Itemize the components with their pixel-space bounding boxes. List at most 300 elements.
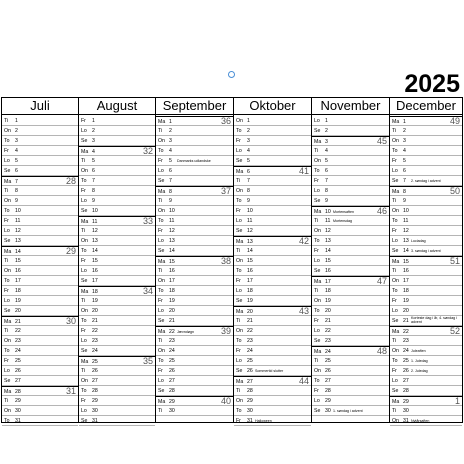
weekday-label: Ma [314, 349, 322, 355]
day-number: 28 [247, 388, 253, 394]
day-number: 5 [15, 158, 18, 164]
day-row [2, 216, 78, 226]
day-number: 2 [403, 128, 406, 134]
day-row [234, 116, 311, 126]
day-row [312, 246, 389, 256]
day-number: 20 [169, 308, 175, 314]
day-number: 31 [92, 418, 98, 424]
weekday-label: On [236, 328, 243, 334]
day-number: 2 [325, 128, 328, 134]
weekday-label: Lo [236, 358, 242, 364]
day-number: 26 [15, 368, 21, 374]
day-number: 9 [92, 198, 95, 204]
day-row [312, 346, 389, 356]
day-number: 23 [15, 338, 21, 344]
day-number: 2 [247, 128, 250, 134]
day-number: 24 [92, 348, 98, 354]
day-number: 12 [15, 228, 21, 234]
day-row [156, 326, 233, 336]
day-row [2, 136, 78, 146]
day-row [79, 296, 155, 306]
weekday-label: On [81, 308, 88, 314]
day-row [390, 196, 462, 206]
weekday-label: Se [4, 238, 11, 244]
weekday-label: Lo [4, 368, 10, 374]
weekday-label: To [81, 388, 87, 394]
day-number: 16 [325, 268, 331, 274]
weekday-label: Se [236, 298, 243, 304]
day-row [234, 206, 311, 216]
weekday-label: Fr [158, 298, 163, 304]
day-number: 27 [247, 379, 253, 385]
week-number: 52 [449, 326, 460, 336]
day-number: 15 [169, 259, 175, 265]
weekday-label: Ti [314, 358, 319, 364]
holiday-note: Luciadag [411, 239, 426, 243]
weekday-label: Se [81, 418, 88, 424]
weekday-label: Ma [392, 259, 400, 265]
day-row [390, 386, 462, 396]
weekday-label: Lo [158, 238, 164, 244]
weekday-label: Lo [81, 268, 87, 274]
day-number: 4 [325, 148, 328, 154]
calendar-year: 2025 [404, 70, 460, 98]
day-row [312, 176, 389, 186]
weekday-label: To [4, 138, 10, 144]
holiday-note: Halloween [255, 419, 272, 423]
day-number: 9 [247, 198, 250, 204]
day-row [312, 326, 389, 336]
weekday-label: Se [392, 318, 399, 324]
weekday-label: Lo [81, 408, 87, 414]
week-number: 40 [220, 396, 231, 406]
day-row [2, 126, 78, 136]
day-number: 19 [15, 298, 21, 304]
weekday-label: To [4, 208, 10, 214]
weekday-label: Se [392, 178, 399, 184]
day-number: 28 [15, 389, 21, 395]
day-number: 20 [92, 308, 98, 314]
day-number: 3 [247, 138, 250, 144]
holiday-note: Juleaften [411, 349, 426, 353]
day-number: 11 [403, 218, 409, 224]
weekday-label: On [158, 278, 165, 284]
weekday-label: Fr [4, 358, 9, 364]
day-number: 25 [325, 358, 331, 364]
day-row [79, 336, 155, 346]
weekday-label: Ma [158, 189, 166, 195]
day-row [234, 316, 311, 326]
day-number: 18 [247, 288, 253, 294]
day-number: 5 [325, 158, 328, 164]
weekday-label: Ma [314, 279, 322, 285]
day-row [2, 416, 78, 426]
day-number: 17 [15, 278, 21, 284]
day-number: 11 [169, 218, 175, 224]
day-row [156, 296, 233, 306]
week-number: 30 [65, 316, 76, 326]
day-number: 1 [247, 118, 250, 124]
day-number: 18 [325, 288, 331, 294]
day-row [2, 116, 78, 126]
weekday-label: To [81, 178, 87, 184]
weekday-label: On [314, 368, 321, 374]
weekday-label: Ma [236, 379, 244, 385]
weekday-label: To [236, 408, 242, 414]
day-number: 20 [15, 308, 21, 314]
day-number: 12 [403, 228, 409, 234]
day-row [234, 246, 311, 256]
day-row [234, 326, 311, 336]
weekday-label: Lo [314, 188, 320, 194]
weekday-label: Lo [314, 328, 320, 334]
day-number: 19 [247, 298, 253, 304]
day-number: 24 [325, 349, 331, 355]
weekday-label: Ma [4, 389, 12, 395]
weekday-label: On [4, 408, 11, 414]
holiday-note: 2. søndag i advent [411, 179, 441, 183]
day-row [390, 156, 462, 166]
week-number: 34 [142, 286, 153, 296]
day-row [390, 376, 462, 386]
holiday-note: 1. Juledag [411, 359, 428, 363]
day-row [2, 356, 78, 366]
day-number: 18 [169, 288, 175, 294]
day-number: 22 [92, 328, 98, 334]
day-number: 23 [325, 338, 331, 344]
hanging-hole-icon [228, 71, 235, 78]
day-number: 15 [247, 258, 253, 264]
weekday-label: Fr [4, 148, 9, 154]
weekday-label: To [314, 308, 320, 314]
day-row [79, 176, 155, 186]
weekday-label: Ti [81, 228, 86, 234]
day-row [234, 186, 311, 196]
day-row [234, 356, 311, 366]
week-number: 43 [298, 306, 309, 316]
weekday-label: Ma [4, 179, 12, 185]
holiday-note: Mortensdag [333, 219, 352, 223]
weekday-label: Ma [314, 209, 322, 215]
day-row [390, 306, 462, 316]
weekday-label: Se [314, 268, 321, 274]
day-number: 23 [92, 338, 98, 344]
weekday-label: Se [4, 308, 11, 314]
weekday-label: Fr [392, 228, 397, 234]
week-number: 45 [376, 136, 387, 146]
day-number: 14 [169, 248, 175, 254]
day-row [79, 396, 155, 406]
day-number: 7 [169, 178, 172, 184]
week-number: 28 [65, 176, 76, 186]
weekday-label: On [158, 348, 165, 354]
day-number: 7 [325, 178, 328, 184]
day-row [79, 416, 155, 426]
weekday-label: Ma [158, 119, 166, 125]
weekday-label: Ma [81, 289, 89, 295]
holiday-note: Nytårsaften [411, 419, 430, 423]
day-number: 15 [403, 259, 409, 265]
weekday-label: Ti [236, 388, 241, 394]
weekday-label: Fr [81, 328, 86, 334]
weekday-label: Ti [4, 258, 9, 264]
day-row [312, 136, 389, 146]
weekday-label: On [314, 228, 321, 234]
day-number: 24 [247, 348, 253, 354]
week-number: 36 [220, 116, 231, 126]
day-number: 28 [169, 388, 175, 394]
weekday-label: Se [314, 338, 321, 344]
month-title: September [156, 98, 233, 115]
weekday-label: Ma [158, 259, 166, 265]
weekday-label: On [392, 208, 399, 214]
day-row [312, 366, 389, 376]
day-number: 11 [15, 218, 21, 224]
day-number: 1 [169, 119, 172, 125]
day-number: 10 [169, 208, 175, 214]
day-row [79, 226, 155, 236]
weekday-label: To [236, 268, 242, 274]
day-row [390, 126, 462, 136]
day-number: 17 [325, 279, 331, 285]
day-row [312, 386, 389, 396]
day-row [234, 176, 311, 186]
weekday-label: Se [236, 368, 243, 374]
day-row [234, 416, 311, 426]
day-row [234, 166, 311, 176]
day-number: 26 [325, 368, 331, 374]
day-row [79, 166, 155, 176]
weekday-label: Se [81, 208, 88, 214]
weekday-label: Se [158, 248, 165, 254]
day-row [390, 396, 462, 406]
day-row [156, 186, 233, 196]
day-number: 11 [92, 219, 98, 225]
day-number: 20 [403, 308, 409, 314]
day-row [312, 256, 389, 266]
day-row [156, 206, 233, 216]
week-number: 48 [376, 346, 387, 356]
day-number: 13 [325, 238, 331, 244]
day-number: 12 [169, 228, 175, 234]
weekday-label: To [158, 148, 164, 154]
day-number: 29 [92, 398, 98, 404]
month-column-august [79, 98, 156, 422]
day-row [156, 376, 233, 386]
weekday-label: Ti [81, 298, 86, 304]
weekday-label: On [236, 398, 243, 404]
day-row [390, 346, 462, 356]
day-number: 3 [403, 138, 406, 144]
day-row [2, 396, 78, 406]
weekday-label: Ti [314, 288, 319, 294]
weekday-label: Fr [314, 248, 319, 254]
week-number: 44 [298, 376, 309, 386]
day-number: 26 [169, 368, 175, 374]
weekday-label: On [4, 128, 11, 134]
day-row [156, 166, 233, 176]
weekday-label: Ti [158, 128, 163, 134]
weekday-label: Fr [158, 158, 163, 164]
day-row [234, 146, 311, 156]
weekday-label: Ti [81, 158, 86, 164]
day-row [2, 186, 78, 196]
day-number: 3 [15, 138, 18, 144]
weekday-label: To [4, 348, 10, 354]
weekday-label: Fr [392, 158, 397, 164]
day-row [234, 396, 311, 406]
weekday-label: Ma [392, 119, 400, 125]
day-row [79, 286, 155, 296]
day-row [390, 136, 462, 146]
weekday-label: To [236, 198, 242, 204]
day-row [2, 296, 78, 306]
weekday-label: On [392, 418, 399, 424]
day-row [234, 236, 311, 246]
weekday-label: Ti [392, 128, 397, 134]
day-number: 6 [169, 168, 172, 174]
day-number: 10 [15, 208, 21, 214]
day-row [234, 276, 311, 286]
weekday-label: To [4, 418, 10, 424]
day-number: 8 [325, 188, 328, 194]
day-row [156, 256, 233, 266]
holiday-note: Jævndøgn [177, 330, 194, 334]
day-row [234, 136, 311, 146]
day-number: 7 [92, 178, 95, 184]
weekday-label: Lo [4, 158, 10, 164]
weekday-label: Se [392, 388, 399, 394]
day-number: 25 [247, 358, 253, 364]
day-number: 12 [247, 228, 253, 234]
day-number: 23 [169, 338, 175, 344]
weekday-label: Fr [392, 368, 397, 374]
day-row [390, 206, 462, 216]
weekday-label: Se [4, 168, 11, 174]
weekday-label: Ti [81, 368, 86, 374]
day-row [156, 286, 233, 296]
weekday-label: Se [81, 278, 88, 284]
day-number: 11 [325, 218, 331, 224]
day-row [390, 356, 462, 366]
holiday-note: 1. søndag i advent [333, 409, 363, 413]
day-number: 18 [92, 289, 98, 295]
weekday-label: On [81, 238, 88, 244]
weekday-label: Ti [236, 248, 241, 254]
weekday-label: Lo [236, 288, 242, 294]
weekday-label: Ma [236, 309, 244, 315]
day-row [390, 336, 462, 346]
month-column-november [312, 98, 390, 422]
weekday-label: Ma [314, 139, 322, 145]
day-number: 23 [403, 338, 409, 344]
weekday-label: To [158, 218, 164, 224]
day-number: 4 [247, 148, 250, 154]
day-number: 19 [325, 298, 331, 304]
weekday-label: Ti [4, 188, 9, 194]
day-number: 23 [247, 338, 253, 344]
weekday-label: Se [81, 348, 88, 354]
month-title: August [79, 98, 155, 115]
week-number: 50 [449, 186, 460, 196]
day-number: 31 [15, 418, 21, 424]
weekday-label: Lo [236, 148, 242, 154]
day-row [79, 376, 155, 386]
weekday-label: On [236, 118, 243, 124]
day-row [234, 306, 311, 316]
day-row [312, 296, 389, 306]
weekday-label: Ti [392, 268, 397, 274]
day-number: 30 [15, 408, 21, 414]
day-number: 29 [403, 399, 409, 405]
weekday-label: To [392, 218, 398, 224]
weekday-label: Ma [81, 149, 89, 155]
day-number: 7 [15, 179, 18, 185]
weekday-label: On [314, 298, 321, 304]
month-title: November [312, 98, 389, 115]
weekday-label: Ma [4, 249, 12, 255]
day-row [156, 136, 233, 146]
week-number: 41 [298, 166, 309, 176]
weekday-label: Lo [314, 398, 320, 404]
day-number: 30 [325, 408, 331, 414]
day-number: 13 [15, 238, 21, 244]
day-row [312, 316, 389, 326]
week-number: 35 [142, 356, 153, 366]
day-row [79, 406, 155, 416]
weekday-label: Fr [158, 228, 163, 234]
weekday-label: Ma [392, 329, 400, 335]
weekday-label: Ti [4, 328, 9, 334]
day-number: 3 [169, 138, 172, 144]
weekday-label: Ma [81, 359, 89, 365]
day-number: 13 [247, 239, 253, 245]
weekday-label: To [158, 288, 164, 294]
weekday-label: Fr [392, 298, 397, 304]
weekday-label: Se [314, 408, 321, 414]
month-title: December [390, 98, 462, 115]
day-number: 5 [403, 158, 406, 164]
day-row [2, 366, 78, 376]
day-row [79, 246, 155, 256]
month-column-december [390, 98, 462, 422]
day-number: 19 [92, 298, 98, 304]
weekday-label: Se [158, 388, 165, 394]
day-row [79, 156, 155, 166]
day-row [79, 266, 155, 276]
day-row [234, 216, 311, 226]
day-number: 13 [403, 238, 409, 244]
weekday-label: Ti [314, 148, 319, 154]
weekday-label: Lo [392, 378, 398, 384]
weekday-label: Fr [314, 318, 319, 324]
weekday-label: Fr [158, 368, 163, 374]
day-row [79, 306, 155, 316]
day-number: 21 [92, 318, 98, 324]
weekday-label: On [158, 208, 165, 214]
week-number: 46 [376, 206, 387, 216]
day-row [234, 126, 311, 136]
weekday-label: Ti [158, 338, 163, 344]
day-number: 25 [92, 359, 98, 365]
day-row [234, 376, 311, 386]
day-number: 29 [15, 398, 21, 404]
calendar-grid [1, 97, 463, 423]
weekday-label: Ti [236, 318, 241, 324]
day-number: 26 [403, 368, 409, 374]
day-number: 22 [15, 328, 21, 334]
day-row [2, 276, 78, 286]
